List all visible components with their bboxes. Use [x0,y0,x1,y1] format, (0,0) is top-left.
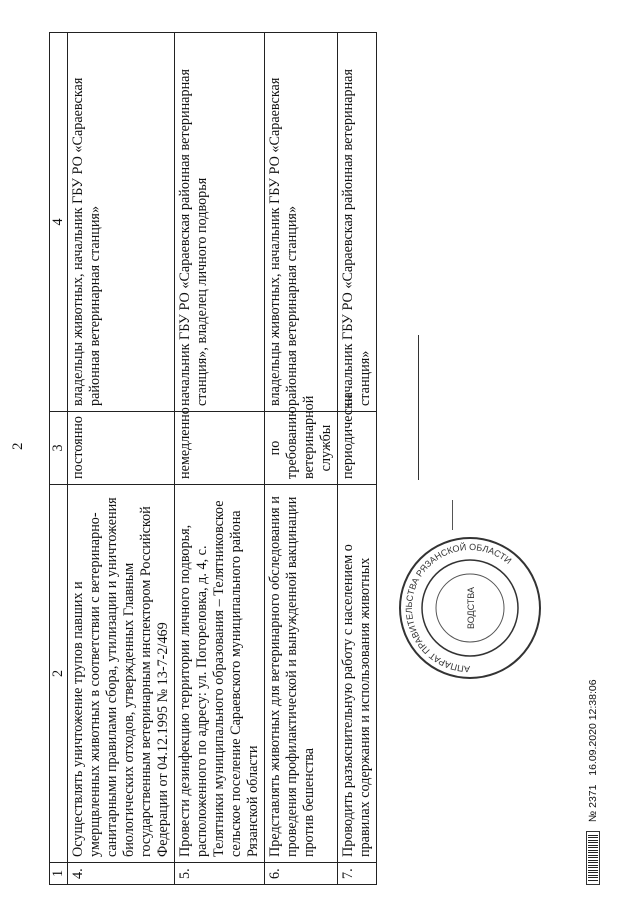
row-responsible: владельцы животных, начальник ГБУ РО «Сараевская районная ветеринарная станция» [265,33,338,412]
row-task: Проводить разъяснительную работу с населением о правилах содержания и использования животных [338,485,377,863]
row-responsible: владельцы животных, начальник ГБУ РО «Сараевская районная ветеринарная станция» [68,33,175,412]
row-task: Осуществлять уничтожение трупов павших и умерщвленных животных в соответствии с ветеринарно-санитарными правилами сбора, утилизации и уничтожения биологических отходов, утвержденных Главным государственным ветеринарным инспектором Российской Федерации от 04.12.1995 № 13-7-2/469 [68,485,175,863]
row-number: 4. [68,863,175,885]
row-number: 5. [175,863,265,885]
separator-line [452,500,453,530]
header-cell: 4 [50,33,68,412]
official-seal [395,533,545,683]
seal-inner-text: ВОДСТВА [466,586,476,630]
table-row [338,33,377,885]
table-row [68,33,175,885]
page-number: 2 [10,442,26,450]
row-task: Провести дезинфекцию территории личного подворья, расположенного по адресу: ул. Погореловка, д. 4, с. Телятники муниципального образования – Телятниковское сельское поселение Сараевского муниципального района Рязанской области [175,485,265,863]
header-cell: 1 [50,863,68,885]
seal-ring-text: АППАРАТ ПРАВИТЕЛЬСТВА РЯЗАНСКОЙ ОБЛАСТИ [403,541,514,675]
header-cell: 3 [50,412,68,485]
header-cell: 2 [50,485,68,863]
row-task: Представлять животных для ветеринарного обследования и проведения профилактической и вынужденной вакцинации против бешенства [265,485,338,863]
footer-stamp [586,485,600,885]
table-row [175,33,265,885]
document-datetime: 16.09.2020 12:38:06 [586,679,599,776]
row-responsible: начальник ГБУ РО «Сараевская районная ветеринарная станция», владелец личного подворья [175,33,265,412]
row-number: 7. [338,863,377,885]
row-term: немедленно [175,412,265,485]
row-term: по требованию ветеринарной службы [265,412,338,485]
measures-table [49,32,377,885]
row-term: постоянно [68,412,175,485]
row-term: периодически [338,412,377,485]
document-number: № 2371 [586,784,599,823]
row-number: 6. [265,863,338,885]
row-responsible: начальник ГБУ РО «Сараевская районная ветеринарная станция» [338,33,377,412]
separator-line [418,335,419,480]
table-row [265,33,338,885]
barcode-icon [586,831,600,885]
table-header-row [50,33,68,885]
